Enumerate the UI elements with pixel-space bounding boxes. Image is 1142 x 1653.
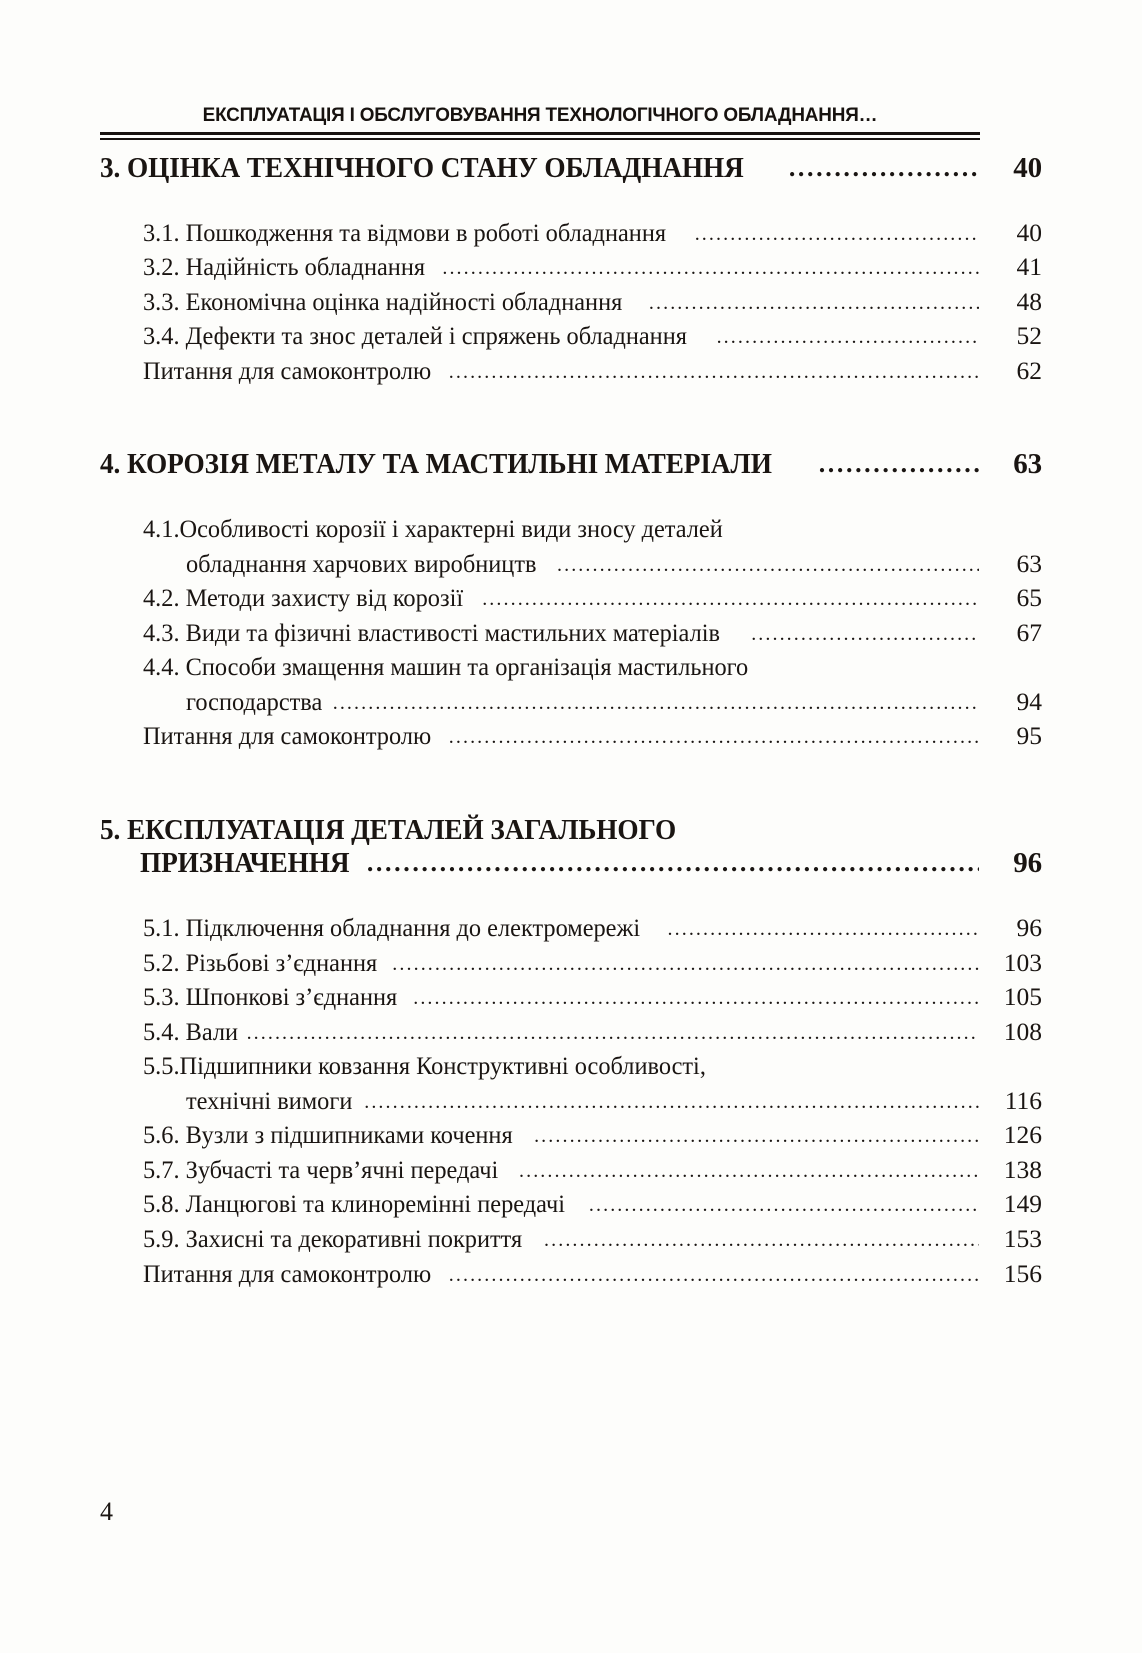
toc-entry-label: 3.1. Пошкодження та відмови в роботі обладнання (143, 217, 667, 247)
toc-entry-label: 4.4. Способи змащення машин та організація мастильного (143, 652, 749, 682)
toc-page-number: 153 (1003, 1223, 1042, 1253)
toc-page-number: 48 (1016, 286, 1042, 316)
toc-page-number: 96 (1013, 847, 1042, 880)
toc-page-number: 108 (1003, 1016, 1042, 1046)
toc-entry-label: Питання для самоконтролю (143, 1258, 432, 1288)
header-double-rule (100, 132, 980, 140)
toc-entry[interactable] (0, 1118, 1142, 1153)
dot-leader (367, 848, 979, 878)
dot-leader (789, 153, 979, 183)
toc-page-number: 156 (1003, 1258, 1042, 1288)
toc-page-number: 103 (1003, 947, 1042, 977)
dot-leader (247, 1020, 979, 1047)
toc-page-number: 138 (1003, 1154, 1042, 1184)
toc-page-number: 40 (1013, 152, 1042, 184)
toc-entry-label: 4.3. Види та фізичні властивості мастильних матеріалів (143, 617, 720, 647)
dot-leader (449, 359, 979, 386)
toc-chapter (0, 152, 1142, 388)
toc-entry[interactable] (0, 216, 1142, 251)
toc-entry[interactable] (0, 1222, 1142, 1257)
toc-page-number: 52 (1016, 321, 1042, 351)
dot-leader (449, 724, 979, 751)
toc-entry[interactable] (0, 1153, 1142, 1188)
toc-page-number: 41 (1016, 252, 1042, 282)
toc-entry-label: 5.1. Підключення обладнання до електромережі (143, 913, 641, 943)
toc-entry[interactable] (0, 1015, 1142, 1050)
spacer (0, 754, 1142, 814)
dot-leader (668, 916, 979, 943)
toc-chapter-heading-label: 4. КОРОЗІЯ МЕТАЛУ ТА МАСТИЛЬНІ МАТЕРІАЛИ (100, 448, 772, 481)
toc-entry-label: 3.4. Дефекти та знос деталей і спряжень обладнання (143, 321, 687, 351)
toc-entry-label: господарства (186, 686, 323, 716)
toc-page-number: 65 (1016, 583, 1042, 613)
dot-leader (544, 1227, 979, 1254)
toc-page-number: 149 (1003, 1189, 1042, 1219)
running-header (100, 104, 980, 140)
toc-entry[interactable] (0, 650, 1142, 685)
toc-entry[interactable] (0, 980, 1142, 1015)
spacer (0, 881, 1142, 911)
toc-page-number: 94 (1016, 686, 1042, 716)
toc-chapter-heading-label: ПРИЗНАЧЕННЯ (140, 847, 350, 880)
page-number-folio: 4 (100, 1497, 113, 1526)
toc-entry-label: 5.3. Шпонкові з’єднання (143, 982, 398, 1012)
header-rule-thin (100, 138, 980, 140)
toc-page-number: 105 (1003, 982, 1042, 1012)
spacer (0, 186, 1142, 216)
toc-chapter (0, 814, 1142, 1291)
toc-entry-self-check[interactable] (0, 354, 1142, 389)
toc-entry-label: обладнання харчових виробництв (186, 548, 537, 578)
dot-leader (649, 290, 979, 317)
toc-entry[interactable] (0, 616, 1142, 651)
toc-entry-label: Питання для самоконтролю (143, 721, 432, 751)
spacer (0, 482, 1142, 512)
toc-page-number: 67 (1016, 617, 1042, 647)
dot-leader (717, 324, 979, 351)
dot-leader (534, 1123, 979, 1150)
dot-leader (751, 621, 979, 648)
dot-leader (449, 1262, 979, 1289)
toc-entry-label: 5.7. Зубчасті та черв’ячні передачі (143, 1154, 499, 1184)
toc-chapter-heading[interactable] (0, 448, 1142, 482)
dot-leader (364, 1089, 979, 1116)
dot-leader (695, 221, 979, 248)
toc-entry-continuation[interactable] (0, 547, 1142, 582)
toc-entry[interactable] (0, 946, 1142, 981)
toc-entry-label: 4.1.Особливості корозії і характерні види зносу деталей (143, 513, 723, 543)
toc-page-number: 40 (1016, 217, 1042, 247)
toc-entry[interactable] (0, 1049, 1142, 1084)
toc-entry[interactable] (0, 285, 1142, 320)
toc-chapter-heading[interactable] (0, 814, 1142, 848)
spacer (0, 388, 1142, 448)
toc-entry-continuation[interactable] (0, 685, 1142, 720)
toc-entry-label: 5.4. Вали (143, 1016, 239, 1046)
toc-entry[interactable] (0, 1187, 1142, 1222)
toc-entry[interactable] (0, 581, 1142, 616)
toc-entry-label: 5.5.Підшипники ковзання Конструктивні особливості, (143, 1051, 706, 1081)
toc-chapter-heading-label: 3. ОЦІНКА ТЕХНІЧНОГО СТАНУ ОБЛАДНАННЯ (100, 152, 744, 184)
dot-leader (819, 449, 979, 479)
toc-page-number: 126 (1003, 1120, 1042, 1150)
toc-page-number: 116 (1004, 1085, 1042, 1115)
toc-entry-continuation[interactable] (0, 1084, 1142, 1119)
toc-page-number: 96 (1016, 913, 1042, 943)
toc-entry-label: 3.2. Надійність обладнання (143, 252, 426, 282)
toc-page-number: 63 (1013, 448, 1042, 481)
toc-entry[interactable] (0, 911, 1142, 946)
toc-entry-self-check[interactable] (0, 1257, 1142, 1292)
toc-entry-label: 5.9. Захисні та декоративні покриття (143, 1223, 523, 1253)
dot-leader (333, 690, 979, 717)
toc-entry-label: Питання для самоконтролю (143, 355, 432, 385)
dot-leader (413, 985, 979, 1012)
toc-entry-label: технічні вимоги (186, 1085, 353, 1115)
toc-entry-label: 5.8. Ланцюгові та клиноремінні передачі (143, 1189, 566, 1219)
toc-page-number: 63 (1016, 548, 1042, 578)
toc-page-number: 62 (1016, 355, 1042, 385)
toc-chapter-heading[interactable] (0, 152, 1142, 186)
dot-leader (557, 552, 979, 579)
toc-entry-label: 4.2. Методи захисту від корозії (143, 583, 464, 613)
dot-leader (519, 1158, 979, 1185)
toc-entry-label: 5.6. Вузли з підшипниками кочення (143, 1120, 513, 1150)
toc-entry-label: 5.2. Різьбові з’єднання (143, 947, 378, 977)
toc-entry-self-check[interactable] (0, 719, 1142, 754)
toc-entry[interactable] (0, 512, 1142, 547)
toc-chapter-heading-continuation[interactable] (0, 847, 1142, 881)
toc-page-number: 95 (1016, 721, 1042, 751)
running-header-title: ЕКСПЛУАТАЦІЯ І ОБСЛУГОВУВАННЯ ТЕХНОЛОГІЧНОГО ОБЛАДНАННЯ… (202, 104, 878, 126)
toc-chapter-heading-label: 5. ЕКСПЛУАТАЦІЯ ДЕТАЛЕЙ ЗАГАЛЬНОГО (100, 813, 677, 846)
dot-leader (589, 1192, 979, 1219)
toc-entry[interactable] (0, 250, 1142, 285)
toc-entry-label: 3.3. Економічна оцінка надійності обладнання (143, 286, 623, 316)
dot-leader (392, 951, 979, 978)
toc-entry[interactable] (0, 319, 1142, 354)
table-of-contents (0, 152, 1142, 1291)
dot-leader (482, 586, 979, 613)
dot-leader (442, 255, 979, 282)
toc-chapter (0, 448, 1142, 753)
